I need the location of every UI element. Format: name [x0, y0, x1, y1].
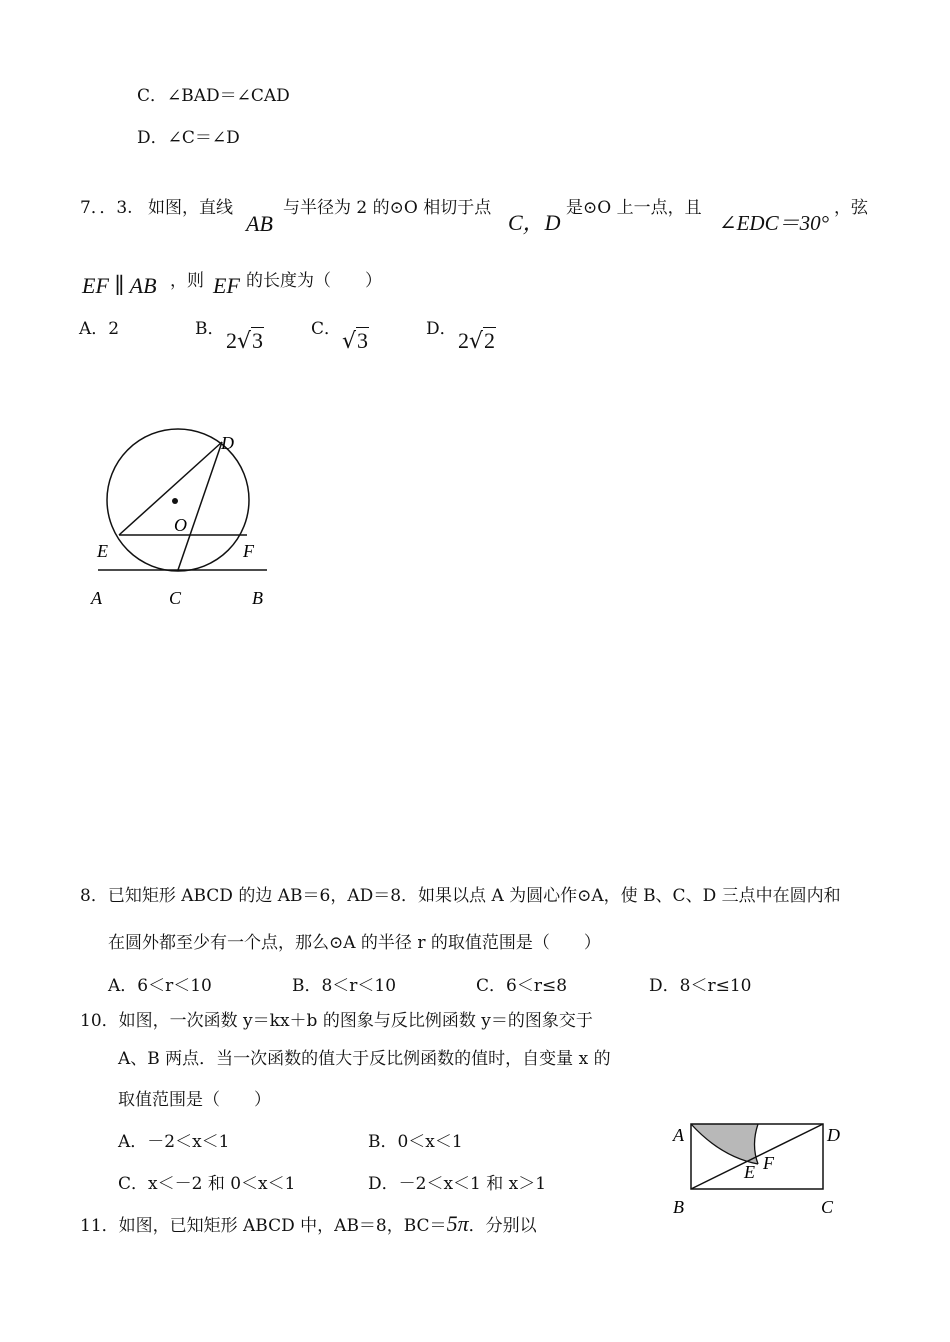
- q7-text-3: 是⊙O 上一点，且: [566, 198, 702, 218]
- q7-option-c-label: C．: [311, 319, 342, 339]
- q6-option-c: C．∠BAD＝∠CAD: [137, 86, 290, 106]
- label-b: B: [252, 588, 263, 608]
- q11-rectangle-figure: [665, 1115, 855, 1225]
- q11-text: 11．如图，已知矩形 ABCD 中，AB＝8，BC＝: [80, 1216, 447, 1236]
- label-e: E: [97, 541, 108, 561]
- q7-option-b-radicand: 3: [252, 328, 264, 353]
- q7-number: 7．．3.: [80, 198, 133, 218]
- q6-option-d: D．∠C＝∠D: [137, 128, 240, 148]
- q7-option-d-value: [458, 330, 496, 353]
- q7-option-d-radicand: 2: [484, 328, 496, 353]
- sqrt-symbol: √3: [237, 328, 264, 354]
- q7-option-a-label: A．: [79, 319, 109, 339]
- label-e: E: [744, 1162, 755, 1182]
- label-c: C: [821, 1197, 834, 1217]
- q8-option-b: B．8＜r＜10: [292, 976, 397, 996]
- q7-option-b-value: [226, 330, 264, 353]
- q7-text-4: ，弦: [834, 198, 868, 218]
- label-d: D: [221, 433, 234, 453]
- q7-text-6: 的长度为（ ）: [246, 271, 382, 291]
- q8-line-2: 在圆外都至少有一个点，那么⊙A 的半径 r 的取值范围是（ ）: [108, 933, 601, 953]
- q7-math-ab: AB: [246, 211, 273, 236]
- q8-option-c: C．6＜r≤8: [476, 976, 568, 996]
- q7-option-d-label: D．: [426, 319, 457, 339]
- q7-option-c-value: [342, 330, 369, 353]
- label-a: A: [91, 588, 102, 608]
- q7-option-b-label: B．: [195, 319, 225, 339]
- q8-option-a: A．6＜r＜10: [108, 976, 212, 996]
- center-point-o: [172, 498, 178, 504]
- label-f: F: [763, 1153, 774, 1173]
- q7-text-5: ，则: [170, 271, 204, 291]
- q10-line-1: 10．如图，一次函数 y＝kx＋b 的图象与反比例函数 y＝的图象交于: [80, 1011, 593, 1031]
- q7-option-a-value: 2: [108, 319, 120, 339]
- sqrt-symbol: √3: [342, 328, 369, 354]
- sqrt-symbol: √2: [469, 328, 496, 354]
- q7-math-ef: EF: [213, 273, 240, 298]
- q10-option-c: C．x＜－2 和 0＜x＜1: [118, 1174, 296, 1194]
- q11-text-end: ．分别以: [468, 1216, 537, 1236]
- q7-text-2: 与半径为 2 的⊙O 相切于点: [283, 198, 492, 218]
- q11-line-1: [80, 1213, 537, 1235]
- q10-line-2: A、B 两点．当一次函数的值大于反比例函数的值时，自变量 x 的: [118, 1049, 611, 1069]
- q11-bc-value: 5π: [446, 1211, 469, 1236]
- q7-option-d-coef: 2: [458, 328, 469, 353]
- q7-option-c-radicand: 3: [357, 328, 369, 353]
- q7-circle-figure: [80, 420, 290, 620]
- label-c: C: [169, 588, 182, 608]
- q7-math-angle: ∠EDC＝30°: [719, 211, 829, 235]
- q10-option-a: A．－2＜x＜1: [118, 1132, 230, 1152]
- shaded-region: [691, 1124, 758, 1164]
- q8-option-d: D．8＜r≤10: [649, 976, 752, 996]
- label-b: B: [673, 1197, 684, 1217]
- q10-option-b: B．0＜x＜1: [368, 1132, 463, 1152]
- q7-math-cd: C，D: [508, 210, 561, 235]
- label-o: O: [174, 515, 187, 535]
- q10-line-3: 取值范围是（ ）: [118, 1090, 271, 1110]
- q7-option-b-coef: 2: [226, 328, 237, 353]
- q7-text-1: 如图，直线: [148, 198, 233, 218]
- label-d: D: [827, 1125, 840, 1145]
- q7-option-a: [79, 321, 119, 338]
- q7-math-ef-parallel-ab: EF ∥ AB: [82, 273, 157, 298]
- label-f: F: [243, 541, 254, 561]
- label-a: A: [673, 1125, 684, 1145]
- q10-option-d: D．－2＜x＜1 和 x＞1: [368, 1174, 547, 1194]
- q8-line-1: 8．已知矩形 ABCD 的边 AB＝6，AD＝8．如果以点 A 为圆心作⊙A，使 B、C、D 三点中在圆内和: [80, 886, 841, 906]
